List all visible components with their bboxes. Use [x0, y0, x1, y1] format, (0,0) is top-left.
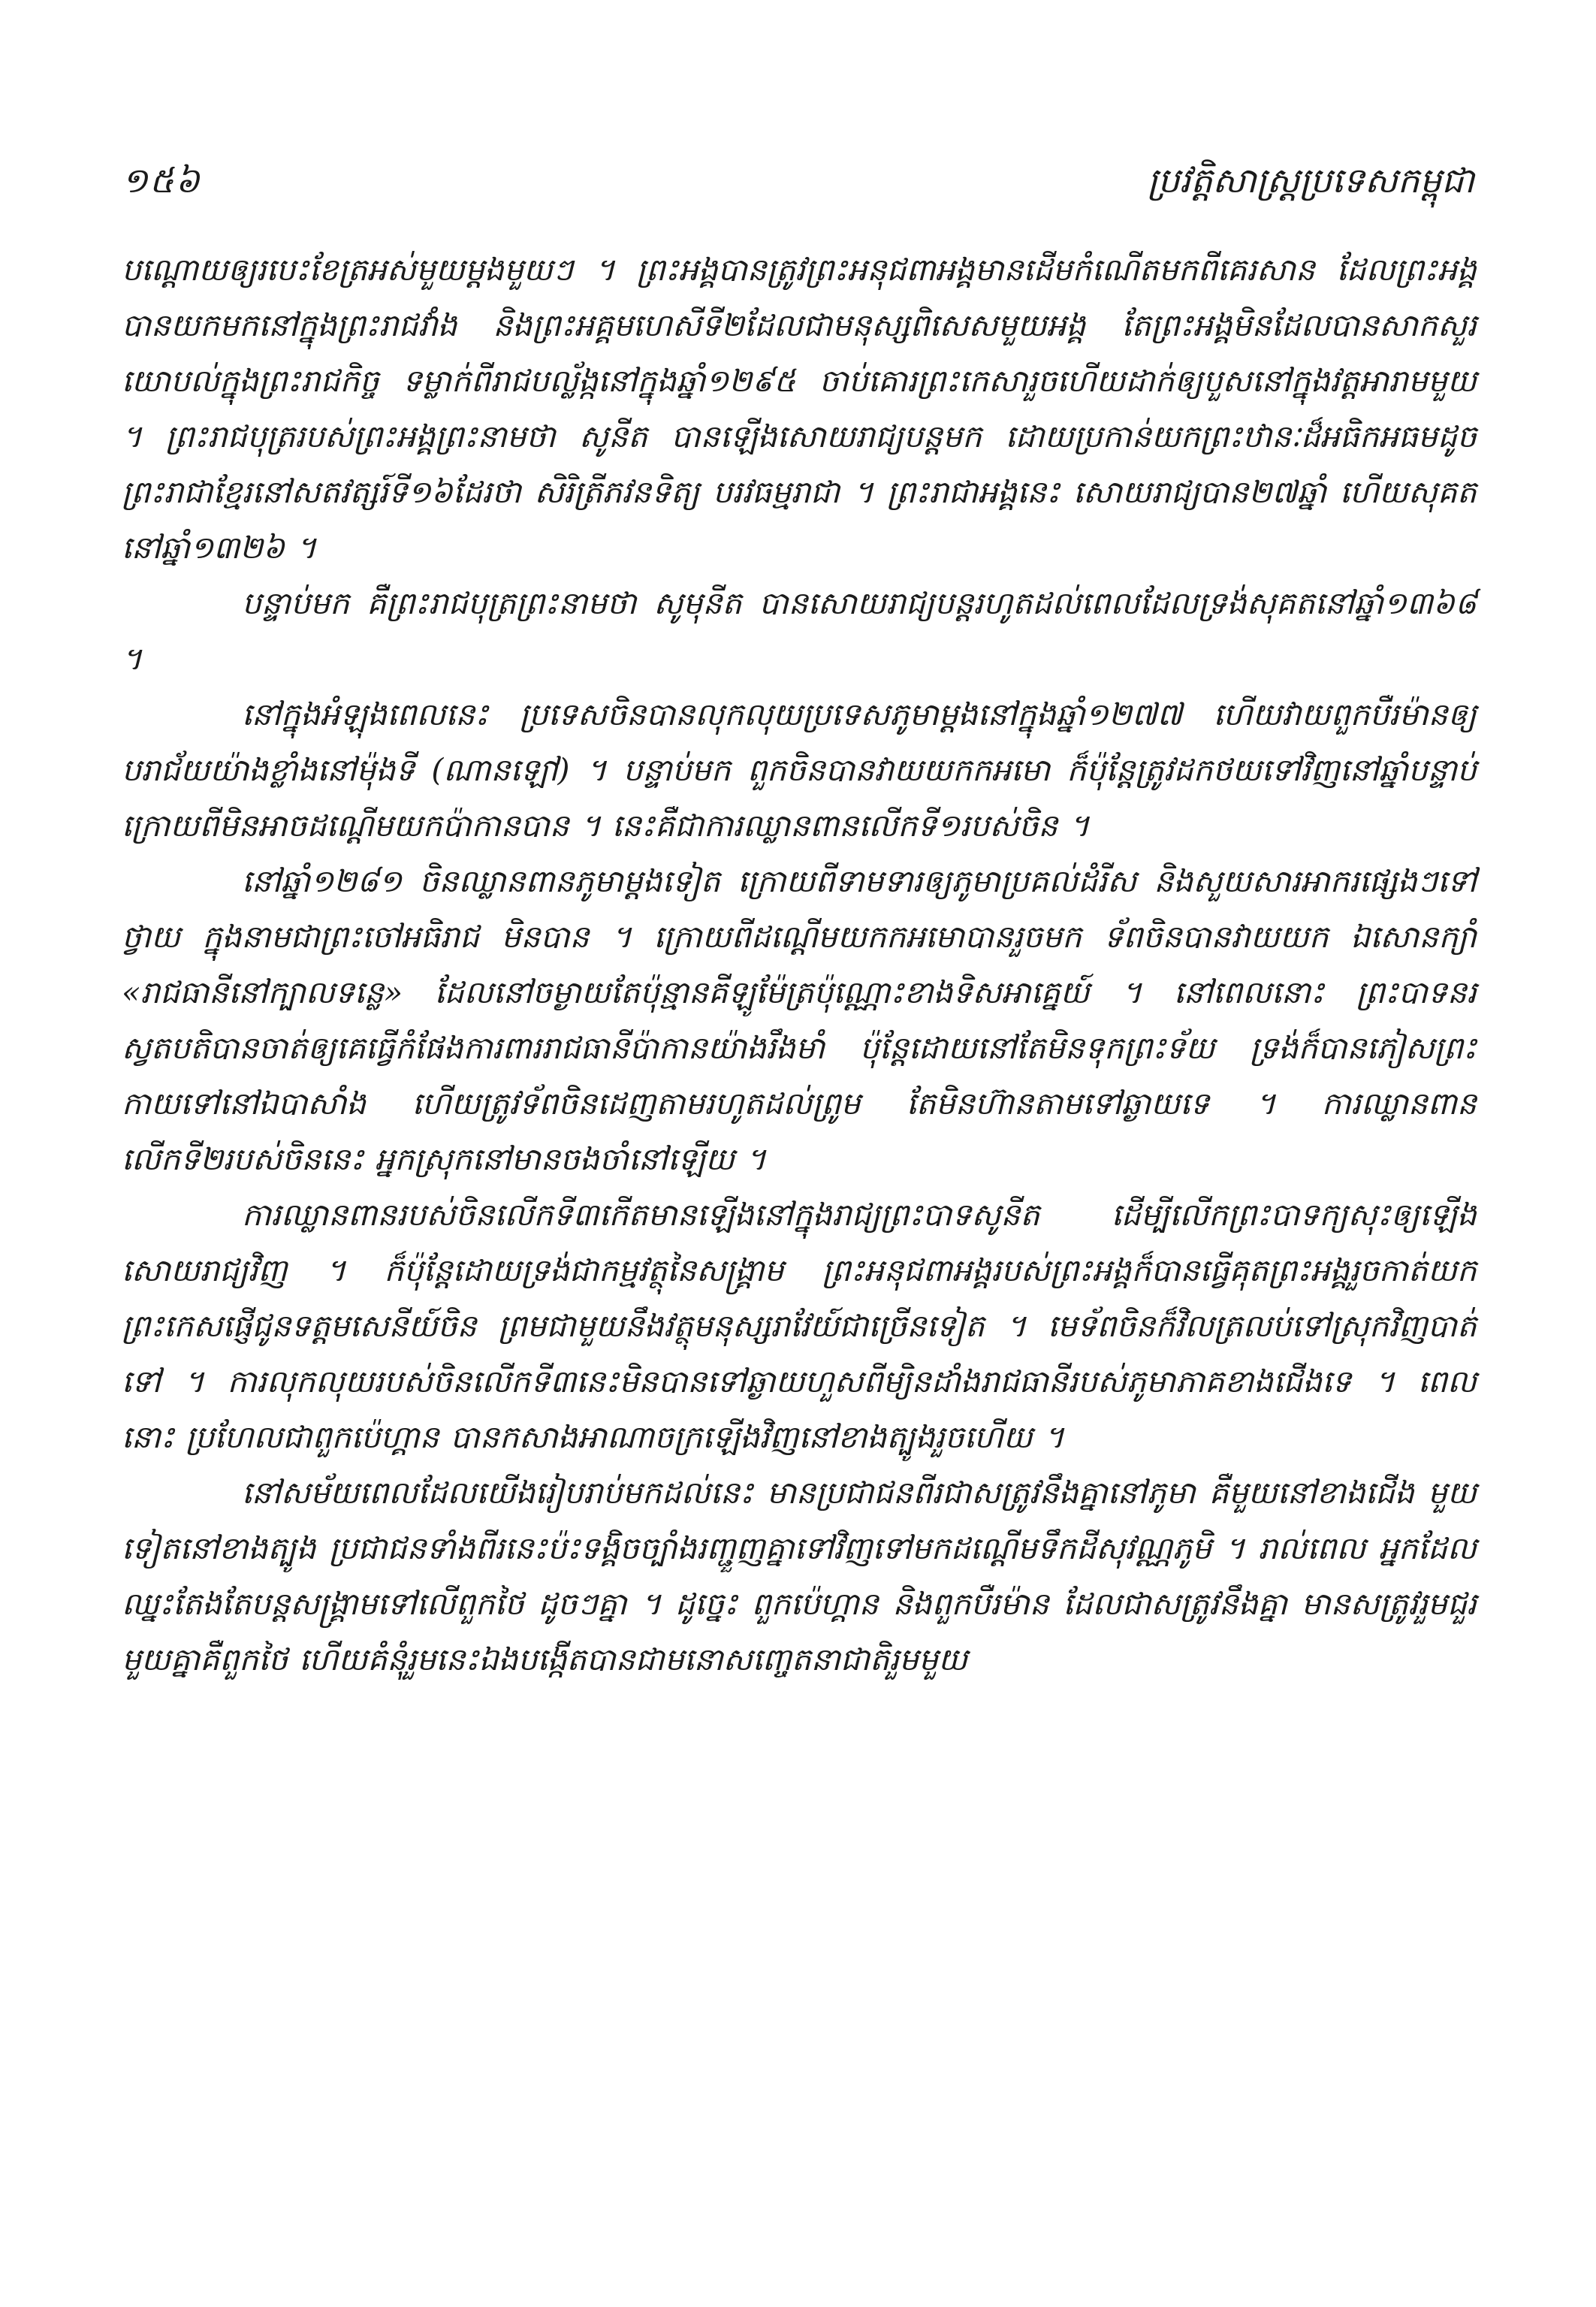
paragraph: នៅឆ្នាំ១២៨១ ចិនឈ្លានពានភូមាម្តងទៀត ក្រោយពីទាមទារឲ្យភូមាប្រគល់ដំរីស និងសួយសារអាករផ្សេងៗទៅថ្វាយ ក្នុងនាមជាព្រះចៅអធិរាជ មិនបាន ។ ក្រោយពីដណ្ដើមយកកអមោបានរួចមក ទ័ពចិនបានវាយយក ឯសោនក្យាំ «រាជធានីនៅក្បាលទន្លេ» ដែលនៅចម្ងាយតែប៉ុន្មានគីឡូម៉ែត្រប៉ុណ្ណោះខាងទិសអាគ្នេយ៍ ។ នៅពេលនោះ ព្រះបាទនរស្វតបតិបានចាត់ឲ្យគេធ្វើកំផែងការពាររាជធានីប៉ាកានយ៉ាងរឹងមាំ ប៉ុន្តែដោយនៅតែមិនទុកព្រះទ័យ ទ្រង់ក៏បានភៀសព្រះកាយទៅនៅឯបាសាំង ហើយត្រូវទ័ពចិនដេញតាមរហូតដល់ព្រូម តែមិនហ៊ានតាមទៅឆ្ងាយទេ ។ ការឈ្លានពានលើកទី២របស់ចិននេះ អ្នកស្រុកនៅមានចងចាំនៅឡើយ ។ — [122, 863, 1477, 1177]
page-number: ១៥៦ — [122, 160, 201, 201]
body-text — [122, 242, 1477, 1687]
running-title: ប្រវត្តិសាស្ត្រប្រទេសកម្ពុជា — [1147, 160, 1474, 201]
paragraph: នៅសម័យពេលដែលយើងរៀបរាប់មកដល់នេះ មានប្រជាជនពីរជាសត្រូវនឹងគ្នានៅភូមា គឺមួយនៅខាងជើង មួយទៀតនៅខាងត្បូង ប្រជាជនទាំងពីរនេះប៉ះទង្គិចច្បាំងរញ្ជួញគ្នាទៅវិញទៅមកដណ្ដើមទឹកដីសុវណ្ណភូមិ ។ រាល់ពេល អ្នកដែលឈ្នះតែងតែបន្តសង្គ្រាមទៅលើពួកថៃ ដូចៗគ្នា ។ ដូច្នេះ ពួកប៉េហ្គាន និងពួកបឺរម៉ាន ដែលជាសត្រូវនឹងគ្នា មានសត្រូវរួមជួរមួយគ្នាគឺពួកថៃ ហើយគំនុំរួមនេះឯងបង្កើតបានជាមនោសញ្ចេតនាជាតិរួមមួយ — [122, 1475, 1477, 1677]
paragraph: ការឈ្លានពានរបស់ចិនលើកទី៣កើតមានឡើងនៅក្នុងរាជ្យព្រះបាទសូនីត ដើម្បីលើកព្រះបាទក្យសុះឲ្យឡើងសោយរាជ្យវិញ ។ ក៏ប៉ុន្តែដោយទ្រង់ជាកម្មវត្ថុនៃសង្គ្រាម ព្រះអនុជពាអង្គរបស់ព្រះអង្គក៏បានធ្វើគុតព្រះអង្គរួចកាត់យកព្រះកេសផ្ញើជូនទត្តមសេនីយ៍ចិន ព្រមជាមួយនឹងវត្ថុមនុស្សរាវែយ៍ជាច្រើនទៀត ។ មេទ័ពចិនក៏វិលត្រលប់ទៅស្រុកវិញបាត់ទៅ ។ ការលុកលុយរបស់ចិនលើកទី៣នេះមិនបានទៅឆ្ងាយហួសពីម្យិនដាំងរាជធានីរបស់ភូមាភាគខាងជើងទេ ។ ពេលនោះ ប្រហែលជាពួកប៉េហ្គាន បានកសាងអាណាចក្រឡើងវិញនៅខាងត្បូងរួចហើយ ។ — [122, 1197, 1477, 1455]
paragraph: បណ្ដោយឲ្យរបេះខែត្រអស់មួយម្តងមួយៗ ។ ព្រះអង្គបានត្រូវព្រះអនុជពាអង្គមានដើមកំណើតមកពីគេរសាន ដែលព្រះអង្គបានយកមកនៅក្នុងព្រះរាជវាំង និងព្រះអគ្គមហេសីទី២ដែលជាមនុស្សពិសេសមួយអង្គ តែព្រះអង្គមិនដែលបានសាកសួរយោបល់ក្នុងព្រះរាជកិច្ច ទម្លាក់ពីរាជបល្ល័ង្កនៅក្នុងឆ្នាំ១២៩៥ ចាប់គោរព្រះកេសារួចហើយដាក់ឲ្យបួសនៅក្នុងវត្តអារាមមួយ ។ ព្រះរាជបុត្ររបស់ព្រះអង្គព្រះនាមថា សូនីត បានឡើងសោយរាជ្យបន្តមក ដោយប្រកាន់យកព្រះឋានៈដ៏អធិកអធមដូចព្រះរាជាខ្មែរនៅសតវត្សរ៍ទី១៦ដែរថា សិរិត្រីភវនទិត្យ បរវធម្មរាជា ។ ព្រះរាជាអង្គនេះ សោយរាជ្យបាន២៧ឆ្នាំ ហើយសុគតនៅឆ្នាំ១៣២៦ ។ — [122, 252, 1477, 566]
page-header — [122, 159, 1474, 219]
paragraph: នៅក្នុងអំឡុងពេលនេះ ប្រទេសចិនបានលុកលុយប្រទេសភូមាម្តងនៅក្នុងឆ្នាំ១២៧៧ ហើយវាយពួកបឺរម៉ានឲ្យបរាជ័យយ៉ាងខ្លាំងនៅម៉ុងទី (ណានឡៅ) ។ បន្ទាប់មក ពួកចិនបានវាយយកកអមោ ក៏ប៉ុន្តែត្រូវដកថយទៅវិញនៅឆ្នាំបន្ទាប់ ក្រោយពីមិនអាចដណ្ដើមយកប៉ាកានបាន ។ នេះគឺជាការឈ្លានពានលើកទី១របស់ចិន ។ — [122, 696, 1477, 844]
paragraph: បន្ទាប់មក គឺព្រះរាជបុត្រព្រះនាមថា សូមុនីត បានសោយរាជ្យបន្តរហូតដល់ពេលដែលទ្រង់សុគតនៅឆ្នាំ១៣៦៨ ។ — [122, 585, 1477, 677]
